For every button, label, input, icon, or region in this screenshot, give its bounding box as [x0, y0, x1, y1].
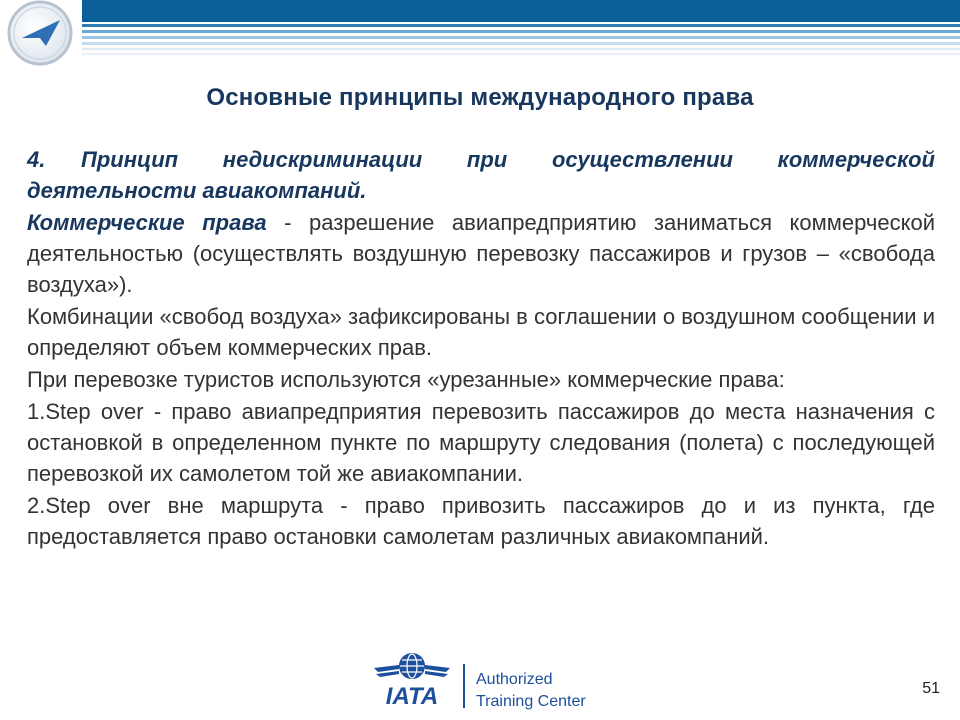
header-stripe: [82, 0, 960, 22]
header-stripe-line: [82, 53, 960, 55]
iata-logo-text: IATA: [385, 683, 439, 710]
iata-tagline-line2: Training Center: [476, 693, 586, 710]
page-number: 51: [922, 680, 940, 697]
slide-title: Основные принципы международного права: [206, 84, 754, 111]
iata-logo-icon: [372, 648, 586, 714]
header-stripe-line: [82, 42, 960, 45]
paragraph-freedom-combinations: Комбинации «свобод воздуха» зафиксированы в соглашении о воздушном сообщении и определяют объем коммерческих прав.: [27, 304, 935, 360]
header-stripe-line: [82, 24, 960, 27]
airline-emblem-icon: [2, 0, 80, 68]
header-band: [0, 0, 960, 70]
header-stripe-line: [82, 48, 960, 50]
paragraph-tourist-rights: При перевозке туристов используются «урезанные» коммерческие права:: [27, 367, 785, 392]
iata-tagline-line1: Authorized: [476, 671, 553, 688]
paragraph-step-over-offroute: 2.Step over вне маршрута - право привозить пассажиров до и из пункта, где предоставляется право остановки самолетам различных авиакомпаний.: [27, 493, 935, 549]
header-stripe-line: [82, 30, 960, 33]
slide-body: [27, 144, 935, 553]
point-number: 4.: [27, 147, 46, 172]
definition-commercial-rights: - разрешение авиапредприятию заниматься коммерческой деятельностью (осуществлять воздушную перевозку пассажиров и грузов – «свобода воздуха»).: [27, 210, 935, 297]
paragraph-step-over: 1.Step over - право авиапредприятия перевозить пассажиров до места назначения с остановкой в определенном пункте по маршруту следования (полета) с последующей перевозкой их самолетом той же авиакомпании.: [27, 399, 935, 486]
header-stripe-line: [82, 36, 960, 39]
point-heading-text: Принцип недискриминации при осуществлении коммерческой деятельности авиакомпаний.: [27, 147, 935, 203]
point-heading: [27, 144, 935, 206]
paragraph-commercial-rights: [27, 207, 935, 300]
term-commercial-rights: Коммерческие права: [27, 210, 267, 235]
